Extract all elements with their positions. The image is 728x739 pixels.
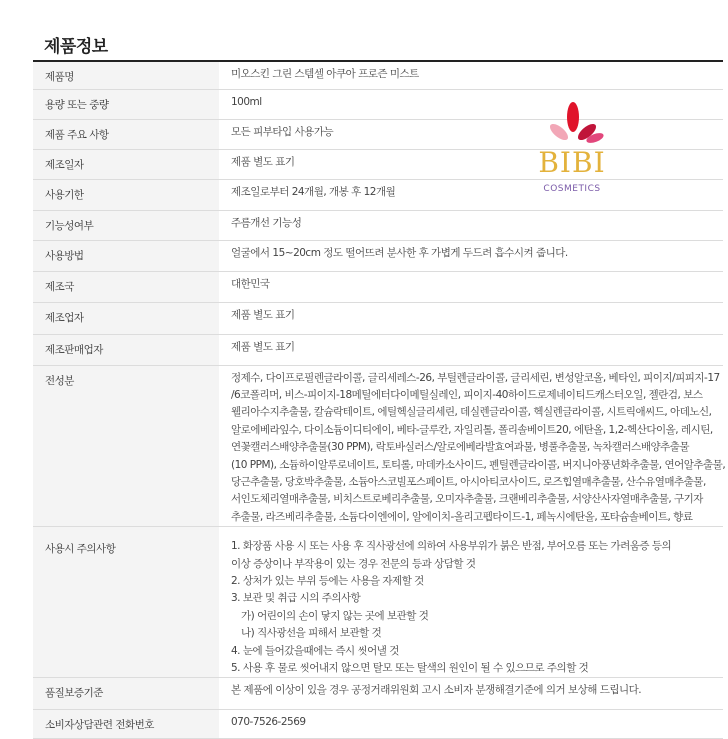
info-row (33, 62, 723, 89)
row-label: 소비자상담관련 전화번호 (33, 710, 219, 739)
row-label: 사용시 주의사항 (33, 527, 219, 678)
value-line: 당근추출물, 당호박추출물, 소듐아스코빌포스페이트, 아시아티코사이드, 로즈힙열매추출물, 산수유열매추출물, (231, 475, 706, 488)
value-line: 1. 화장품 사용 시 또는 사용 후 직사광선에 의하여 사용부위가 붉은 반점, 부어오름 또는 가려움증 등의 (231, 540, 672, 553)
value-line: 얼굴에서 15~20cm 정도 떨어뜨려 분사한 후 가볍게 두드려 흡수시켜 줍니다. (231, 246, 568, 259)
logo-brand-text: BIBI (538, 146, 606, 179)
row-value (219, 149, 723, 179)
info-row (33, 210, 723, 240)
value-line: 100ml (231, 95, 262, 108)
row-label: 기능성여부 (33, 210, 219, 240)
value-line: 2. 상처가 있는 부위 등에는 사용을 자제할 것 (231, 574, 424, 587)
info-row (33, 527, 723, 678)
value-line: 본 제품에 이상이 있을 경우 공정거래위원회 고시 소비자 분쟁해결기준에 의거 보상해 드립니다. (231, 684, 642, 697)
value-line: 070-7526-2569 (231, 716, 306, 729)
row-label: 품질보증기준 (33, 678, 219, 710)
info-row (33, 240, 723, 271)
row-label: 제조판매업자 (33, 334, 219, 365)
row-label: 사용기한 (33, 179, 219, 210)
row-value (219, 710, 723, 739)
row-value (219, 62, 723, 89)
info-row (33, 302, 723, 334)
value-line: 4. 눈에 들어갔을때에는 즉시 씻어낼 것 (231, 644, 399, 657)
value-line: 제조일로부터 24개월, 개봉 후 12개월 (231, 185, 396, 198)
row-value (219, 210, 723, 240)
info-row (33, 678, 723, 710)
value-line: 가) 어린이의 손이 닿지 않는 곳에 보관할 것 (241, 609, 429, 622)
row-value (219, 334, 723, 365)
row-value (219, 678, 723, 710)
info-row (33, 710, 723, 739)
logo-sub-text: COSMETICS (543, 184, 601, 194)
row-value (219, 271, 723, 302)
value-line: 미오스킨 그린 스템셀 아쿠아 프로즌 미스트 (231, 68, 419, 80)
value-line: 정제수, 다이프로필렌글라이콜, 글리세레스-26, 부틸렌글라이콜, 글리세린, 변성알코올, 베타인, 피이지/피피지-17 (231, 371, 720, 384)
value-line: 모든 피부타입 사용가능 (231, 125, 334, 138)
value-line: 제품 별도 표기 (231, 340, 295, 353)
row-label: 제품 주요 사항 (33, 119, 219, 149)
flower-icon (529, 100, 629, 150)
row-value (219, 89, 723, 119)
value-line: 대한민국 (231, 277, 270, 290)
value-line: 제품 별도 표기 (231, 155, 295, 168)
row-label: 용량 또는 중량 (33, 89, 219, 119)
section-title: 제품정보 (44, 37, 108, 57)
row-label: 제조일자 (33, 149, 219, 179)
value-line: (10 PPM), 소듐하이알루로네이트, 토티롤, 마데카소사이드, 펜틸렌글라이콜, 버지니아풍년화추출물, 연어알추출물, (231, 458, 726, 471)
row-value (219, 179, 723, 210)
row-value (219, 527, 723, 678)
row-label: 제조업자 (33, 302, 219, 334)
info-row (33, 271, 723, 302)
row-value (219, 119, 723, 149)
value-line: 연꽃캘러스배양추출물(30 PPM), 락토바실러스/알로에베라발효여과물, 병풀추출물, 녹차캘러스배양추출물 (231, 441, 690, 454)
row-label: 전성분 (33, 365, 219, 527)
value-line: 5. 사용 후 물로 씻어내지 않으면 탈모 또는 탈색의 원인이 될 수 있으므로 주의할 것 (231, 662, 589, 674)
value-line: 웰리아수지추출물, 칼슘락테이트, 에틸헥실글리세린, 데실렌글라이콜, 헥실렌글라이콜, 시트릭애씨드, 아데노신, (231, 406, 712, 419)
row-label: 제품명 (33, 62, 219, 89)
value-line: 이상 증상이나 부작용이 있는 경우 전문의 등과 상담할 것 (231, 557, 476, 570)
row-label: 제조국 (33, 271, 219, 302)
row-value (219, 302, 723, 334)
row-value (219, 240, 723, 271)
row-label: 사용방법 (33, 240, 219, 271)
value-line: 3. 보관 및 취급 시의 주의사항 (231, 592, 361, 605)
value-line: 제품 별도 표기 (231, 308, 295, 321)
value-line: 나) 직사광선을 피해서 보관할 것 (241, 627, 382, 640)
value-line: 알로에베라잎수, 다이소듐이디티에이, 베타-글루칸, 자일리톨, 폴리솔베이트20, 에탄올, 1,2-헥산다이올, 레시틴, (231, 423, 713, 436)
bibi-cosmetics-logo (529, 100, 629, 200)
value-line: 추출물, 라즈베리추출물, 소듐다이엔에이, 알에이치-올리고펩타이드-1, 페녹시에탄올, 포타슘솔베이트, 향료 (231, 510, 693, 523)
value-line: /6코폴리머, 비스-피이지-18메틸에터다이메틸실레인, 피이지-40하이드로제네이티드캐스터오일, 젤란검, 보스 (231, 388, 703, 401)
value-line: 주름개선 기능성 (231, 216, 302, 229)
info-row (33, 365, 723, 527)
info-row (33, 334, 723, 365)
value-line: 서인도체리열매추출물, 비치스트로베리추출물, 오미자추출물, 크랜베리추출물, 서양산사자열매추출물, 구기자 (231, 493, 703, 506)
row-value (219, 365, 726, 527)
